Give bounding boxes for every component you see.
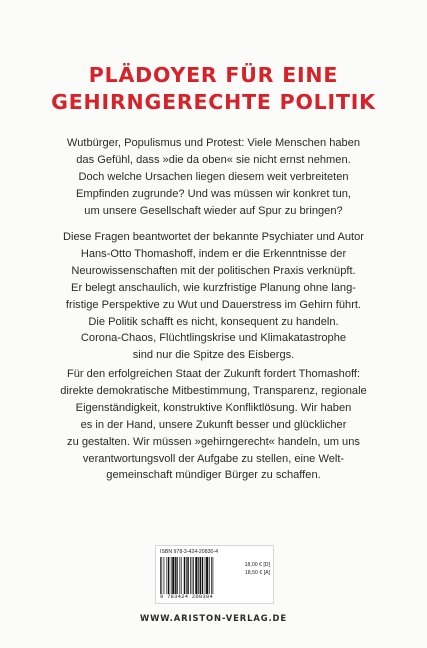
blurb-line: Hans-Otto Thomashoff, indem er die Erkenntnisse der bbox=[80, 247, 347, 260]
barcode-stripe bbox=[206, 557, 208, 594]
barcode-stripe bbox=[171, 557, 172, 594]
blurb-line: Für den erfolgreichen Staat der Zukunft fordert Thomashoff: bbox=[66, 368, 361, 380]
barcode-stripe bbox=[211, 557, 212, 594]
barcode-stripe bbox=[193, 557, 194, 594]
blurb-paragraph-3 bbox=[0, 366, 427, 484]
barcode-stripe bbox=[200, 557, 201, 594]
blurb-line: Eigenständigkeit, konstruktive Konfliktlösung. Wir haben bbox=[75, 401, 352, 414]
price-austria: 18,50 € [A] bbox=[244, 570, 270, 576]
blurb-line: es in der Hand, unsere Zukunft besser und glücklicher bbox=[80, 418, 347, 431]
blurb-line: Wutbürger, Populismus und Protest: Viele Menschen haben bbox=[66, 137, 361, 149]
blurb-paragraph-1 bbox=[0, 135, 427, 220]
barcode-stripe bbox=[172, 557, 174, 594]
back-cover-headline bbox=[0, 62, 427, 116]
blurb-line: direkte demokratische Mitbestimmung, Transparenz, regionale bbox=[60, 384, 367, 397]
blurb-line: sind nur die Spitze des Eisbergs. bbox=[132, 349, 295, 362]
blurb-line: Neurowissenschaften mit der politischen Praxis verknüpft. bbox=[71, 264, 356, 277]
barcode-stripe bbox=[160, 557, 161, 594]
barcode-stripe bbox=[213, 557, 214, 594]
barcode-stripe bbox=[184, 557, 185, 594]
headline-line-1: PLÄDOYER FÜR EINE bbox=[88, 63, 339, 87]
blurb-line: gemeinschaft mündiger Bürger zu schaffen. bbox=[106, 469, 321, 482]
publisher-website: WWW.ARISTON-VERLAG.DE bbox=[139, 613, 288, 623]
isbn-barcode-label bbox=[155, 545, 274, 604]
barcode-stripe bbox=[187, 557, 188, 594]
blurb-line: zu gestalten. Wir müssen »gehirngerecht« handeln, um uns bbox=[67, 435, 360, 448]
blurb-line: Er belegt anschaulich, wie kurzfristige Planung ohne lang- bbox=[71, 281, 356, 294]
barcode-stripe bbox=[164, 557, 165, 594]
barcode-stripe bbox=[209, 557, 210, 594]
barcode-stripe bbox=[205, 557, 206, 594]
barcode-stripe bbox=[161, 557, 162, 594]
barcode-stripe bbox=[192, 557, 193, 594]
barcode-bars bbox=[160, 557, 236, 594]
barcode-digits: 9 783424 208304 bbox=[160, 594, 214, 600]
barcode-stripe bbox=[177, 557, 178, 594]
barcode-stripe bbox=[166, 557, 167, 594]
price-germany: 18,00 € [D] bbox=[244, 562, 270, 568]
barcode-stripe bbox=[198, 557, 199, 594]
blurb-line: fristige Perspektive zu Wut und Dauerstress im Gehirn führt. bbox=[65, 298, 362, 311]
blurb-line: Die Politik schafft es nicht, konsequent zu handeln. bbox=[88, 315, 339, 328]
barcode-stripe bbox=[186, 557, 187, 594]
barcode-stripe bbox=[179, 557, 180, 594]
blurb-paragraph-2 bbox=[0, 229, 427, 364]
blurb-line: Diese Fragen beantwortet der bekannte Psychiater und Autor bbox=[63, 231, 364, 243]
headline-line-2: GEHIRNGERECHTE POLITIK bbox=[51, 90, 376, 114]
barcode-stripe bbox=[175, 557, 176, 594]
blurb-line: das Gefühl, dass »die da oben« sie nicht ernst nehmen. bbox=[76, 153, 351, 166]
blurb-line: Empfinden zugrunde? Und was müssen wir konkret tun, bbox=[75, 187, 352, 200]
blurb-line: Corona-Chaos, Flüchtlingskrise und Klimakatastrophe bbox=[80, 332, 347, 345]
barcode-stripe bbox=[168, 557, 169, 594]
blurb-line: Doch welche Ursachen liegen diesem weit verbreiteten bbox=[78, 170, 349, 183]
barcode-stripe bbox=[181, 557, 182, 594]
blurb-line: verantwortungsvoll der Aufgabe zu stellen, eine Welt- bbox=[82, 452, 345, 465]
blurb-line: um unsere Gesellschaft wieder auf Spur zu bringen? bbox=[84, 204, 343, 217]
barcode-stripe bbox=[195, 557, 197, 594]
isbn-number: ISBN 978-3-424-20830-4 bbox=[160, 549, 218, 555]
barcode-stripe bbox=[190, 557, 191, 594]
barcode-stripe bbox=[202, 557, 203, 594]
